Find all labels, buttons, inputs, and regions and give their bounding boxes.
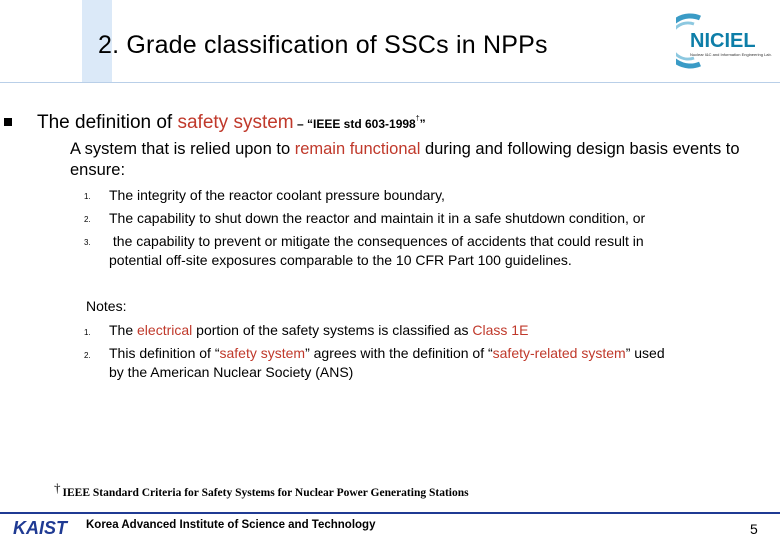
- svg-text:NICIEL: NICIEL: [690, 30, 756, 52]
- item-number: 1.: [84, 192, 91, 201]
- note-item-continuation: by the American Nuclear Society (ANS): [109, 364, 354, 380]
- list-item: The capability to shut down the reactor and maintain it in a safe shutdown condition, or: [109, 210, 646, 226]
- bullet-square: [4, 118, 12, 126]
- svg-text:Nuclear I&C and Information En: Nuclear I&C and Information Engineering Lab.: [690, 52, 772, 57]
- page-number: 5: [750, 521, 758, 537]
- note-number: 2.: [84, 351, 91, 360]
- slide-title: 2. Grade classification of SSCs in NPPs: [98, 31, 548, 59]
- note-item: The electrical portion of the safety systems is classified as Class 1E: [109, 322, 529, 338]
- title-divider: [0, 82, 780, 83]
- list-item-continuation: potential off-site exposures comparable to the 10 CFR Part 100 guidelines.: [109, 252, 572, 268]
- list-item: The integrity of the reactor coolant pressure boundary,: [109, 187, 445, 203]
- niciel-logo: [676, 12, 772, 70]
- notes-label: Notes:: [86, 298, 127, 314]
- definition-heading: The definition of safety system – “IEEE std 603-1998†”: [37, 112, 426, 133]
- institute-name: Korea Advanced Institute of Science and Technology: [86, 519, 376, 531]
- definition-text: A system that is relied upon to remain functional during and following design basis events to ensure:: [70, 140, 740, 179]
- list-item: the capability to prevent or mitigate the consequences of accidents that could result in: [109, 233, 644, 249]
- note-number: 1.: [84, 328, 91, 337]
- svg-text:KAIST: KAIST: [13, 518, 67, 538]
- item-number: 2.: [84, 215, 91, 224]
- footnote: † IEEE Standard Criteria for Safety Systems for Nuclear Power Generating Stations: [54, 480, 469, 499]
- note-item: This definition of “safety system” agrees with the definition of “safety-related system” used: [109, 345, 665, 361]
- item-number: 3.: [84, 238, 91, 247]
- kaist-logo: [12, 516, 74, 538]
- footer-divider: [0, 512, 780, 514]
